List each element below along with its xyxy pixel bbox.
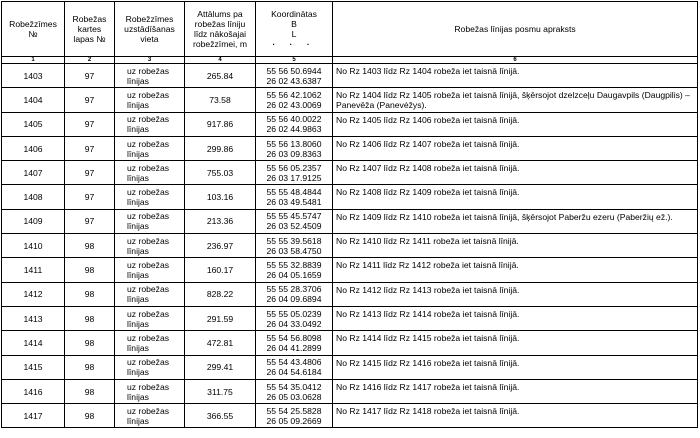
- map-sheet-number: 98: [65, 282, 115, 306]
- segment-description: No Rz 1411 līdz Rz 1412 robeža iet taisnā līnijā.: [333, 258, 698, 282]
- map-sheet-number: 97: [65, 88, 115, 112]
- marker-number: 1409: [2, 209, 65, 233]
- coordinates: [256, 136, 333, 160]
- table-row: [2, 88, 698, 112]
- table-row: [2, 185, 698, 209]
- install-place: uz robežas līnijas: [115, 306, 185, 330]
- distance-value: 299.86: [185, 136, 256, 160]
- coordinates: [256, 404, 333, 428]
- coordinate-l: 26 03 09.8363: [266, 148, 322, 159]
- header-distance: Attālums pa robežas līniju līdz nākošajai robežzīmei, m: [185, 2, 256, 57]
- coordinate-b: 55 55 05.0239: [266, 308, 322, 319]
- map-sheet-number: 97: [65, 136, 115, 160]
- coordinates: [256, 112, 333, 136]
- coordinate-b: 55 55 39.5618: [266, 235, 322, 246]
- install-place: uz robežas līnijas: [115, 64, 185, 88]
- segment-description: No Rz 1405 līdz Rz 1406 robeža iet taisnā līnijā.: [333, 112, 698, 136]
- marker-number: 1417: [2, 404, 65, 428]
- coordinate-b: 55 55 45.5747: [266, 211, 322, 222]
- coordinate-l: 26 02 44.9863: [266, 124, 322, 135]
- coordinate-l: 26 03 52.4509: [266, 221, 322, 232]
- distance-value: 291.59: [185, 306, 256, 330]
- install-place: uz robežas līnijas: [115, 355, 185, 379]
- segment-description: No Rz 1406 līdz Rz 1407 robeža iet taisnā līnijā.: [333, 136, 698, 160]
- coordinates: [256, 64, 333, 88]
- segment-description: No Rz 1412 līdz Rz 1413 robeža iet taisnā līnijā.: [333, 282, 698, 306]
- coordinates: [256, 209, 333, 233]
- table-row: [2, 258, 698, 282]
- marker-number: 1416: [2, 379, 65, 403]
- table-row: [2, 306, 698, 330]
- header-row: [2, 2, 698, 57]
- coordinates: [256, 234, 333, 258]
- coordinate-b: 55 54 35.0412: [266, 381, 322, 392]
- boundary-marker-table: [1, 1, 698, 428]
- install-place: uz robežas līnijas: [115, 404, 185, 428]
- install-place: uz robežas līnijas: [115, 331, 185, 355]
- marker-number: 1415: [2, 355, 65, 379]
- coordinate-b: 55 55 48.4844: [266, 187, 322, 198]
- boundary-table-container: [1, 1, 698, 428]
- marker-number: 1410: [2, 234, 65, 258]
- column-number: 5: [256, 57, 333, 64]
- coordinate-l: 26 04 09.6894: [266, 294, 322, 305]
- table-row: [2, 404, 698, 428]
- install-place: uz robežas līnijas: [115, 282, 185, 306]
- coordinate-b: 55 56 50.6944: [266, 65, 322, 76]
- coordinate-l: 26 03 17.9125: [266, 172, 322, 183]
- marker-number: 1407: [2, 161, 65, 185]
- install-place: uz robežas līnijas: [115, 185, 185, 209]
- segment-description: No Rz 1407 līdz Rz 1408 robeža iet taisnā līnijā.: [333, 161, 698, 185]
- segment-description: No Rz 1416 līdz Rz 1417 robeža iet taisnā līnijā.: [333, 379, 698, 403]
- install-place: uz robežas līnijas: [115, 209, 185, 233]
- coordinates: [256, 161, 333, 185]
- coordinate-b: 55 55 28.3706: [266, 284, 322, 295]
- map-sheet-number: 97: [65, 209, 115, 233]
- map-sheet-number: 98: [65, 379, 115, 403]
- segment-description: No Rz 1417 līdz Rz 1418 robeža iet taisnā līnijā.: [333, 404, 698, 428]
- header-marker-number: Robežzīmes №: [2, 2, 65, 57]
- segment-description: No Rz 1403 līdz Rz 1404 robeža iet taisnā līnijā.: [333, 64, 698, 88]
- coordinate-b: 55 55 32.8839: [266, 260, 322, 271]
- table-row: [2, 64, 698, 88]
- distance-value: 213.36: [185, 209, 256, 233]
- coordinate-b: 55 56 05.2357: [266, 162, 322, 173]
- coordinates: [256, 282, 333, 306]
- table-row: [2, 282, 698, 306]
- table-row: [2, 161, 698, 185]
- marker-number: 1404: [2, 88, 65, 112]
- segment-description: No Rz 1415 līdz Rz 1416 robeža iet taisnā līnijā.: [333, 355, 698, 379]
- install-place: uz robežas līnijas: [115, 234, 185, 258]
- marker-number: 1403: [2, 64, 65, 88]
- map-sheet-number: 98: [65, 306, 115, 330]
- coordinate-l: 26 05 09.2669: [266, 415, 322, 426]
- segment-description: No Rz 1414 līdz Rz 1415 robeža iet taisnā līnijā.: [333, 331, 698, 355]
- map-sheet-number: 98: [65, 404, 115, 428]
- install-place: uz robežas līnijas: [115, 258, 185, 282]
- coordinate-l: 26 04 54.6184: [266, 367, 322, 378]
- distance-value: 472.81: [185, 331, 256, 355]
- install-place: uz robežas līnijas: [115, 161, 185, 185]
- coordinates: [256, 355, 333, 379]
- table-row: [2, 379, 698, 403]
- table-row: [2, 136, 698, 160]
- coordinates: [256, 185, 333, 209]
- coordinates: [256, 331, 333, 355]
- segment-description: No Rz 1409 līdz Rz 1410 robeža iet taisnā līnijā, šķērsojot Paberžu ezeru (Paberžių ež.).: [333, 209, 698, 233]
- table-row: [2, 112, 698, 136]
- coordinate-l: 26 05 03.0628: [266, 391, 322, 402]
- coordinate-b: 55 56 40.0022: [266, 114, 322, 125]
- distance-value: 236.97: [185, 234, 256, 258]
- map-sheet-number: 97: [65, 112, 115, 136]
- column-number-row: [2, 57, 698, 64]
- coordinate-b: 55 56 42.1062: [266, 89, 322, 100]
- coordinate-b: 55 56 13.8060: [266, 138, 322, 149]
- coordinate-l: 26 04 33.0492: [266, 318, 322, 329]
- map-sheet-number: 98: [65, 234, 115, 258]
- segment-description: No Rz 1410 līdz Rz 1411 robeža iet taisnā līnijā.: [333, 234, 698, 258]
- segment-description: No Rz 1408 līdz Rz 1409 robeža iet taisnā līnijā.: [333, 185, 698, 209]
- coordinates: [256, 379, 333, 403]
- header-description: Robežas līnijas posmu apraksts: [333, 2, 698, 57]
- map-sheet-number: 98: [65, 331, 115, 355]
- map-sheet-number: 97: [65, 161, 115, 185]
- column-number: 3: [115, 57, 185, 64]
- distance-value: 73.58: [185, 88, 256, 112]
- distance-value: 265.84: [185, 64, 256, 88]
- segment-description: No Rz 1413 līdz Rz 1414 robeža iet taisnā līnijā.: [333, 306, 698, 330]
- header-map-sheet: Robežas kartes lapas №: [65, 2, 115, 57]
- marker-number: 1414: [2, 331, 65, 355]
- distance-value: 311.75: [185, 379, 256, 403]
- column-number: 2: [65, 57, 115, 64]
- header-coordinates: Koordinātas B L · · ·: [256, 2, 333, 57]
- table-row: [2, 234, 698, 258]
- distance-value: 917.86: [185, 112, 256, 136]
- column-number: 1: [2, 57, 65, 64]
- coordinates: [256, 258, 333, 282]
- column-number: 4: [185, 57, 256, 64]
- coordinate-b: 55 54 25.5828: [266, 405, 322, 416]
- marker-number: 1411: [2, 258, 65, 282]
- coordinate-l: 26 04 41.2899: [266, 342, 322, 353]
- coordinate-l: 26 04 05.1659: [266, 270, 322, 281]
- distance-value: 299.41: [185, 355, 256, 379]
- install-place: uz robežas līnijas: [115, 112, 185, 136]
- install-place: uz robežas līnijas: [115, 88, 185, 112]
- marker-number: 1413: [2, 306, 65, 330]
- marker-number: 1406: [2, 136, 65, 160]
- map-sheet-number: 98: [65, 258, 115, 282]
- coordinates: [256, 306, 333, 330]
- coordinates: [256, 88, 333, 112]
- header-install-place: Robežzīmes uzstādīšanas vieta: [115, 2, 185, 57]
- coordinate-b: 55 54 43.4806: [266, 357, 322, 368]
- marker-number: 1412: [2, 282, 65, 306]
- distance-value: 103.16: [185, 185, 256, 209]
- coordinate-l: 26 02 43.0069: [266, 99, 322, 110]
- coordinate-l: 26 03 49.5481: [266, 197, 322, 208]
- column-number: 6: [333, 57, 698, 64]
- install-place: uz robežas līnijas: [115, 379, 185, 403]
- coordinate-b: 55 54 56.8098: [266, 332, 322, 343]
- marker-number: 1405: [2, 112, 65, 136]
- distance-value: 160.17: [185, 258, 256, 282]
- marker-number: 1408: [2, 185, 65, 209]
- distance-value: 366.55: [185, 404, 256, 428]
- distance-value: 828.22: [185, 282, 256, 306]
- table-body: [2, 64, 698, 428]
- segment-description: No Rz 1404 līdz Rz 1405 robeža iet taisnā līnijā, šķērsojot dzelzceļu Daugavpils (Daugpilis) – Panevēža (Panevėžys).: [333, 88, 698, 112]
- table-row: [2, 331, 698, 355]
- install-place: uz robežas līnijas: [115, 136, 185, 160]
- coordinate-l: 26 02 43.6387: [266, 75, 322, 86]
- map-sheet-number: 98: [65, 355, 115, 379]
- table-row: [2, 355, 698, 379]
- coordinate-l: 26 03 58.4750: [266, 245, 322, 256]
- distance-value: 755.03: [185, 161, 256, 185]
- map-sheet-number: 97: [65, 185, 115, 209]
- map-sheet-number: 97: [65, 64, 115, 88]
- table-row: [2, 209, 698, 233]
